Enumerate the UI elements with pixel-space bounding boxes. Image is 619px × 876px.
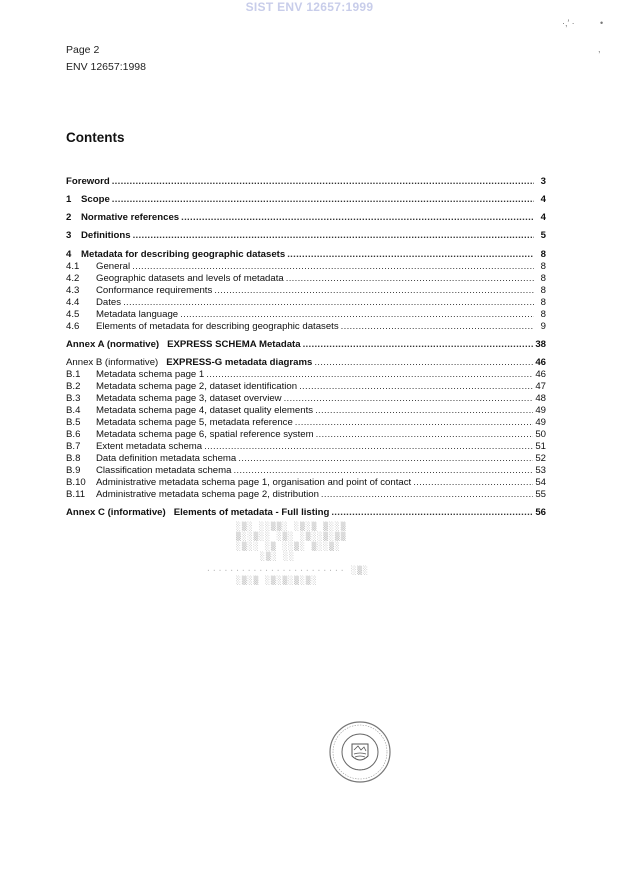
toc-page: 5 bbox=[540, 230, 546, 241]
toc-title: Elements of metadata - Full listing bbox=[173, 507, 330, 518]
toc-title: Data definition metadata schema bbox=[96, 453, 237, 464]
toc-entry-b-7[interactable] bbox=[66, 441, 546, 452]
toc-leader bbox=[315, 405, 533, 416]
toc-entry-4-5[interactable] bbox=[66, 309, 546, 320]
toc-num: 4.2 bbox=[66, 273, 80, 284]
bleed-through-marks: ░▒░▒ ░▒░▒░▒░▒░ bbox=[236, 576, 318, 585]
toc-page: 53 bbox=[535, 465, 546, 476]
toc-num: B.9 bbox=[66, 465, 81, 476]
toc-num: B.11 bbox=[66, 489, 86, 500]
toc-page: 48 bbox=[535, 393, 546, 404]
toc-entry-4-2[interactable] bbox=[66, 273, 546, 284]
scan-specks: , bbox=[598, 44, 601, 54]
toc-entry-foreword[interactable] bbox=[66, 176, 546, 187]
toc-page: 8 bbox=[540, 273, 546, 284]
toc-entry-definitions[interactable] bbox=[66, 230, 546, 241]
toc-page: 4 bbox=[540, 212, 546, 223]
toc-entry-annex-b[interactable] bbox=[66, 357, 546, 368]
toc-title: Metadata schema page 3, dataset overview bbox=[96, 393, 282, 404]
toc-entry-b-10[interactable] bbox=[66, 477, 546, 488]
toc-leader bbox=[132, 261, 534, 272]
toc-title: Geographic datasets and levels of metadata bbox=[96, 273, 284, 284]
toc-entry-b-9[interactable] bbox=[66, 465, 546, 476]
toc-title: Dates bbox=[96, 297, 122, 308]
toc-num: B.10 bbox=[66, 477, 86, 488]
toc-title: General bbox=[96, 261, 131, 272]
toc-entry-b-5[interactable] bbox=[66, 417, 546, 428]
toc-leader bbox=[321, 489, 533, 500]
toc-num: 3 bbox=[66, 230, 72, 241]
toc-num: Annex C (informative) bbox=[66, 507, 166, 518]
bleed-through-marks: ▒░░▒░░ ░▒░ ░▒░░▒░▒▒ bbox=[236, 532, 347, 541]
toc-num: B.3 bbox=[66, 393, 81, 404]
bleed-through-marks: ░▒░ ░░ bbox=[260, 552, 295, 561]
toc-page: 52 bbox=[535, 453, 546, 464]
toc-leader bbox=[299, 381, 533, 392]
toc-leader bbox=[112, 194, 534, 205]
toc-num: B.5 bbox=[66, 417, 81, 428]
toc-leader bbox=[316, 429, 534, 440]
toc-page: 49 bbox=[535, 405, 546, 416]
toc-num: 4.1 bbox=[66, 261, 80, 272]
toc-page: 54 bbox=[535, 477, 546, 488]
toc-entry-normative-references[interactable] bbox=[66, 212, 546, 223]
toc-entry-4-1[interactable] bbox=[66, 261, 546, 272]
toc-entry-4-6[interactable] bbox=[66, 321, 546, 332]
toc-entry-annex-a[interactable] bbox=[66, 339, 546, 350]
toc-entry-b-8[interactable] bbox=[66, 453, 546, 464]
official-seal-stamp bbox=[328, 720, 392, 784]
toc-title: Extent metadata schema bbox=[96, 441, 203, 452]
toc-page: 8 bbox=[540, 297, 546, 308]
toc-num: Annex A (normative) bbox=[66, 339, 160, 350]
contents-title: Contents bbox=[66, 130, 125, 145]
toc-page: 9 bbox=[540, 321, 546, 332]
toc-title: Conformance requirements bbox=[96, 285, 213, 296]
toc-title: Metadata language bbox=[96, 309, 179, 320]
toc-title: Elements of metadata for describing geographic datasets bbox=[96, 321, 339, 332]
toc-num: B.8 bbox=[66, 453, 81, 464]
toc-num: Annex B (informative) bbox=[66, 357, 159, 368]
toc-page: 55 bbox=[535, 489, 546, 500]
toc-title: Metadata schema page 6, spatial reference system bbox=[96, 429, 314, 440]
toc-entry-4-3[interactable] bbox=[66, 285, 546, 296]
toc-page: 8 bbox=[540, 249, 546, 260]
toc-title: Metadata schema page 5, metadata reference bbox=[96, 417, 293, 428]
toc-num: 1 bbox=[66, 194, 72, 205]
toc-page: 50 bbox=[535, 429, 546, 440]
toc-leader bbox=[314, 357, 533, 368]
toc-num: B.4 bbox=[66, 405, 81, 416]
toc-entry-b-11[interactable] bbox=[66, 489, 546, 500]
toc-leader bbox=[233, 465, 533, 476]
toc-entry-b-3[interactable] bbox=[66, 393, 546, 404]
page-number: Page 2 bbox=[66, 44, 100, 56]
toc-title: Scope bbox=[81, 194, 110, 205]
toc-leader bbox=[295, 417, 534, 428]
toc-leader bbox=[341, 321, 534, 332]
bleed-through-marks: ░▒░ ░░▒▒░ ░▒░▒ ▒░░▒ bbox=[236, 522, 347, 531]
toc-leader bbox=[112, 176, 534, 187]
toc-num: 4 bbox=[66, 249, 72, 260]
toc-entry-b-1[interactable] bbox=[66, 369, 546, 380]
toc-page: 46 bbox=[535, 357, 546, 368]
toc-page: 47 bbox=[535, 381, 546, 392]
toc-page: 8 bbox=[540, 285, 546, 296]
toc-entry-4-4[interactable] bbox=[66, 297, 546, 308]
toc-entry-b-6[interactable] bbox=[66, 429, 546, 440]
toc-title: Metadata schema page 4, dataset quality elements bbox=[96, 405, 314, 416]
toc-leader bbox=[303, 339, 534, 350]
toc-entry-b-4[interactable] bbox=[66, 405, 546, 416]
toc-leader bbox=[180, 309, 534, 320]
toc-entry-scope[interactable] bbox=[66, 194, 546, 205]
toc-title: EXPRESS SCHEMA Metadata bbox=[167, 339, 301, 350]
toc-entry-b-2[interactable] bbox=[66, 381, 546, 392]
toc-num: 4.4 bbox=[66, 297, 80, 308]
toc-leader bbox=[286, 273, 534, 284]
toc-num: B.2 bbox=[66, 381, 81, 392]
toc-title: Foreword bbox=[66, 176, 110, 187]
watermark: SIST ENV 12657:1999 bbox=[245, 0, 374, 14]
toc-page: 3 bbox=[540, 176, 546, 187]
bleed-through-marks: ░▒░░ ░▒ ░░▒░ ▒░░▒░ bbox=[236, 542, 341, 551]
toc-num: 4.5 bbox=[66, 309, 80, 320]
toc-num: B.1 bbox=[66, 369, 81, 380]
toc-entry-metadata-section[interactable] bbox=[66, 249, 546, 260]
toc-leader bbox=[181, 212, 534, 223]
toc-entry-annex-c[interactable] bbox=[66, 507, 546, 518]
toc-leader bbox=[331, 507, 533, 518]
toc-leader bbox=[284, 393, 534, 404]
toc-page: 49 bbox=[535, 417, 546, 428]
toc-leader bbox=[413, 477, 533, 488]
toc-title: Definitions bbox=[81, 230, 131, 241]
bleed-through-marks: ························ ░▒░ bbox=[206, 566, 369, 575]
toc-title: Administrative metadata schema page 1, organisation and point of contact bbox=[96, 477, 412, 488]
toc-leader bbox=[123, 297, 534, 308]
toc-title: Metadata schema page 1 bbox=[96, 369, 205, 380]
toc-title: EXPRESS-G metadata diagrams bbox=[166, 357, 313, 368]
toc-title: Normative references bbox=[81, 212, 180, 223]
toc-leader bbox=[214, 285, 534, 296]
toc-title: Classification metadata schema bbox=[96, 465, 232, 476]
toc-title: Metadata schema page 2, dataset identification bbox=[96, 381, 298, 392]
toc-num: 2 bbox=[66, 212, 72, 223]
toc-page: 38 bbox=[535, 339, 546, 350]
toc-title: Metadata for describing geographic datasets bbox=[81, 249, 286, 260]
toc-page: 46 bbox=[535, 369, 546, 380]
toc-num: 4.3 bbox=[66, 285, 80, 296]
toc-leader bbox=[133, 230, 534, 241]
toc-page: 51 bbox=[535, 441, 546, 452]
toc-leader bbox=[204, 441, 533, 452]
svg-text:· · ·: · · · bbox=[356, 767, 364, 772]
scan-specks: ·,′ · bbox=[562, 18, 575, 28]
toc-num: B.7 bbox=[66, 441, 81, 452]
toc-page: 56 bbox=[535, 507, 546, 518]
toc-leader bbox=[206, 369, 533, 380]
toc-title: Administrative metadata schema page 2, distribution bbox=[96, 489, 319, 500]
toc-page: 8 bbox=[540, 261, 546, 272]
toc-num: B.6 bbox=[66, 429, 81, 440]
toc-num: 4.6 bbox=[66, 321, 80, 332]
toc-leader bbox=[287, 249, 534, 260]
toc-page: 8 bbox=[540, 309, 546, 320]
toc-page: 4 bbox=[540, 194, 546, 205]
scan-specks: • bbox=[600, 18, 604, 28]
standard-number: ENV 12657:1998 bbox=[66, 61, 146, 73]
toc-leader bbox=[238, 453, 533, 464]
